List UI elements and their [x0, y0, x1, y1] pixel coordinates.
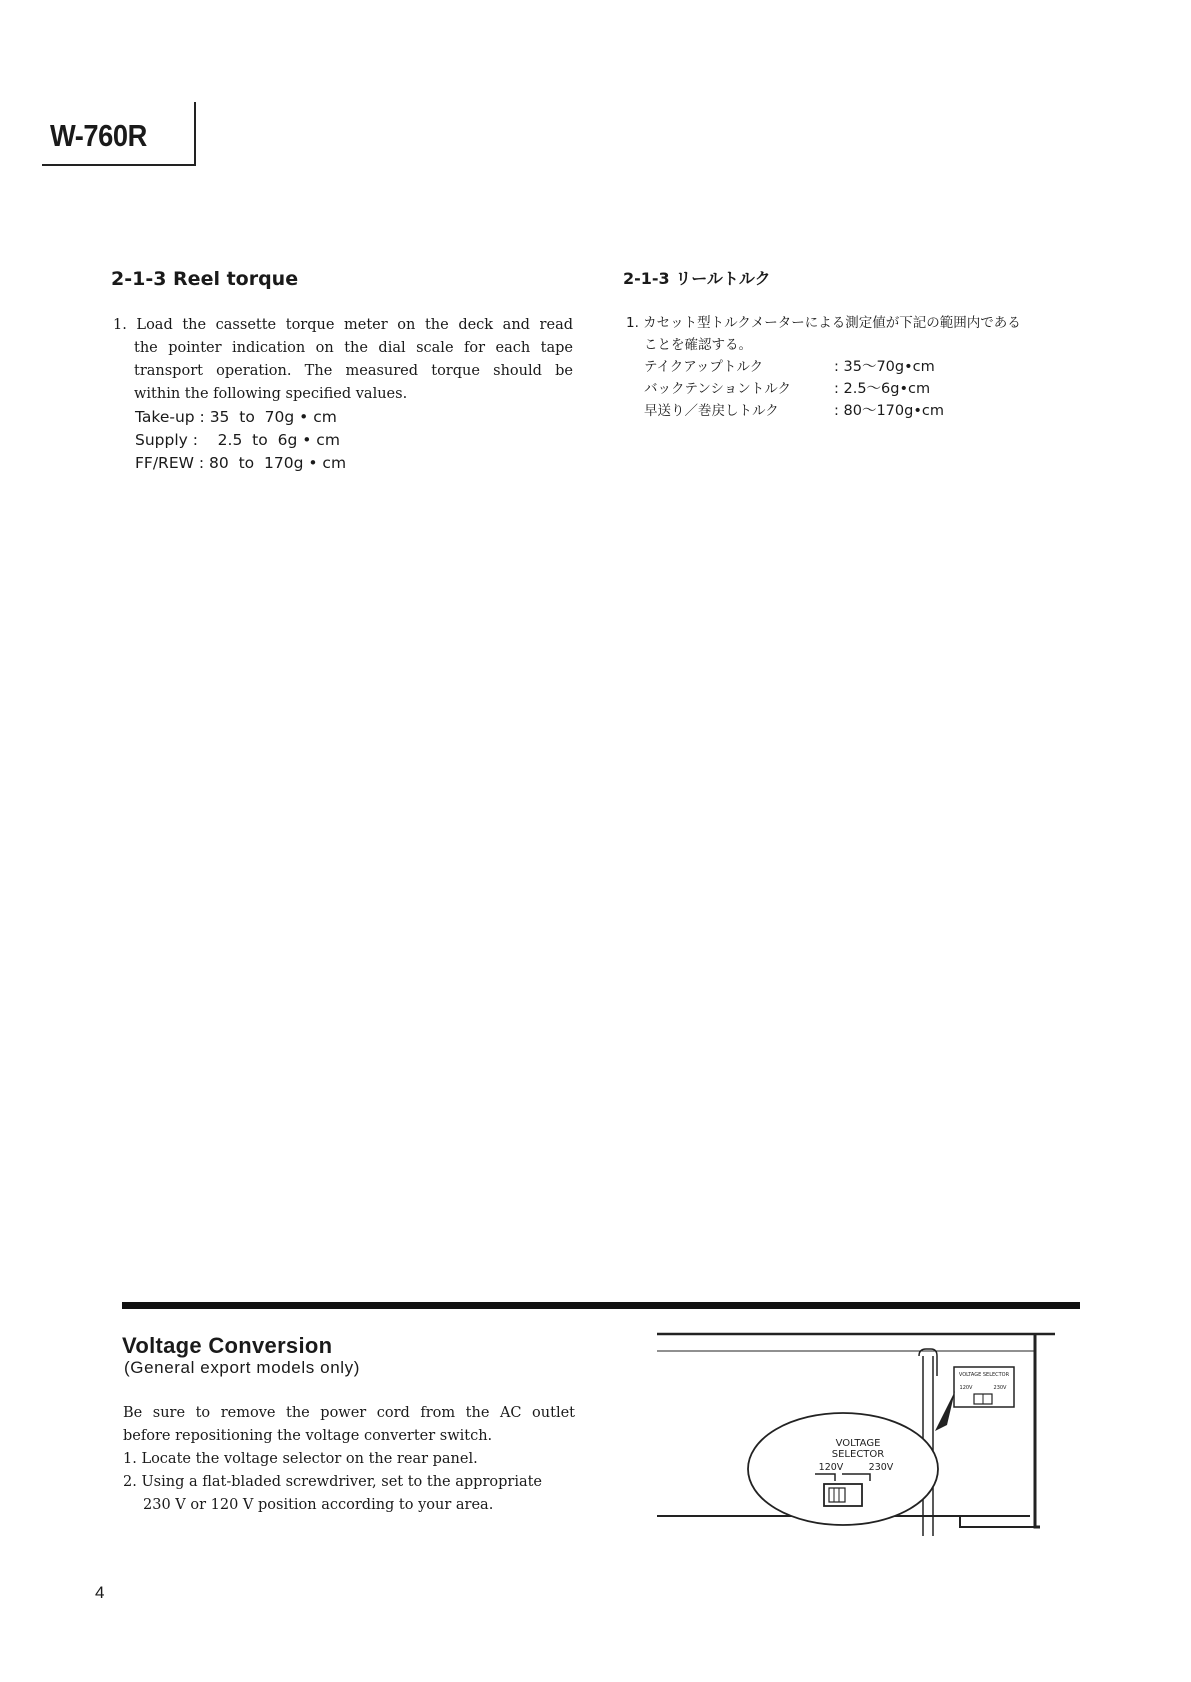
- reel-torque-body-jp: [626, 312, 1021, 422]
- voltage-subtitle: (General export models only): [124, 1358, 361, 1377]
- reel-torque-heading: 2-1-3 Reel torque: [111, 268, 299, 290]
- body-line: 1. Load the cassette torque meter on the deck and read: [113, 317, 573, 333]
- header-rule: [42, 164, 196, 166]
- spec-row-jp: [626, 378, 1021, 400]
- spec-value-jp: : 35〜70g•cm: [834, 359, 935, 375]
- small-selector-label: VOLTAGE SELECTOR: [958, 1372, 1010, 1378]
- spec-label-jp: テイクアップトルク: [644, 359, 764, 375]
- body-line: the pointer indication on the dial scale for each tape: [134, 340, 573, 356]
- selector-label-line1: VOLTAGE: [835, 1438, 881, 1449]
- spec-row-jp: [626, 356, 1021, 378]
- spec-label-jp: 早送り／巻戻しトルク: [644, 403, 779, 419]
- selector-230-label: 230V: [868, 1462, 894, 1473]
- spec-supply: Supply : 2.5 to 6g • cm: [135, 431, 340, 449]
- body-line: before repositioning the voltage converter switch.: [123, 1428, 493, 1444]
- voltage-selector-diagram: [655, 1331, 1055, 1536]
- section-divider: [122, 1302, 1080, 1309]
- voltage-body: [123, 1402, 575, 1517]
- header-rule-vertical: [194, 102, 196, 166]
- body-line: 1. Locate the voltage selector on the rear panel.: [123, 1451, 478, 1467]
- small-120-label: 120V: [959, 1385, 973, 1391]
- body-line: 2. Using a flat-bladed screwdriver, set to the appropriate: [123, 1474, 543, 1490]
- small-230-label: 230V: [993, 1385, 1007, 1391]
- body-line-jp: 1. カセット型トルクメーターによる測定値が下記の範囲内である: [626, 315, 1021, 331]
- reel-torque-body: [113, 314, 573, 475]
- spec-label-jp: バックテンショントルク: [644, 381, 791, 397]
- body-line: within the following specified values.: [134, 386, 408, 402]
- selector-120-label: 120V: [818, 1462, 844, 1473]
- body-line: transport operation. The measured torque should be: [134, 363, 573, 379]
- body-line: Be sure to remove the power cord from the AC outlet: [123, 1405, 575, 1421]
- body-line-jp: ことを確認する。: [644, 337, 752, 353]
- body-line: 230 V or 120 V position according to your area.: [143, 1497, 494, 1513]
- spec-value-jp: : 80〜170g•cm: [834, 403, 944, 419]
- spec-row-jp: [626, 400, 1021, 422]
- voltage-title: Voltage Conversion: [122, 1333, 333, 1358]
- spec-value-jp: : 2.5〜6g•cm: [834, 381, 931, 397]
- selector-label-line2: SELECTOR: [831, 1449, 885, 1460]
- reel-torque-heading-jp: 2-1-3 リールトルク: [623, 269, 771, 288]
- model-title: W-760R: [50, 118, 147, 153]
- spec-takeup: Take-up : 35 to 70g • cm: [135, 408, 337, 426]
- page-number: 4: [95, 1583, 105, 1602]
- spec-ffrew: FF/REW : 80 to 170g • cm: [135, 454, 347, 472]
